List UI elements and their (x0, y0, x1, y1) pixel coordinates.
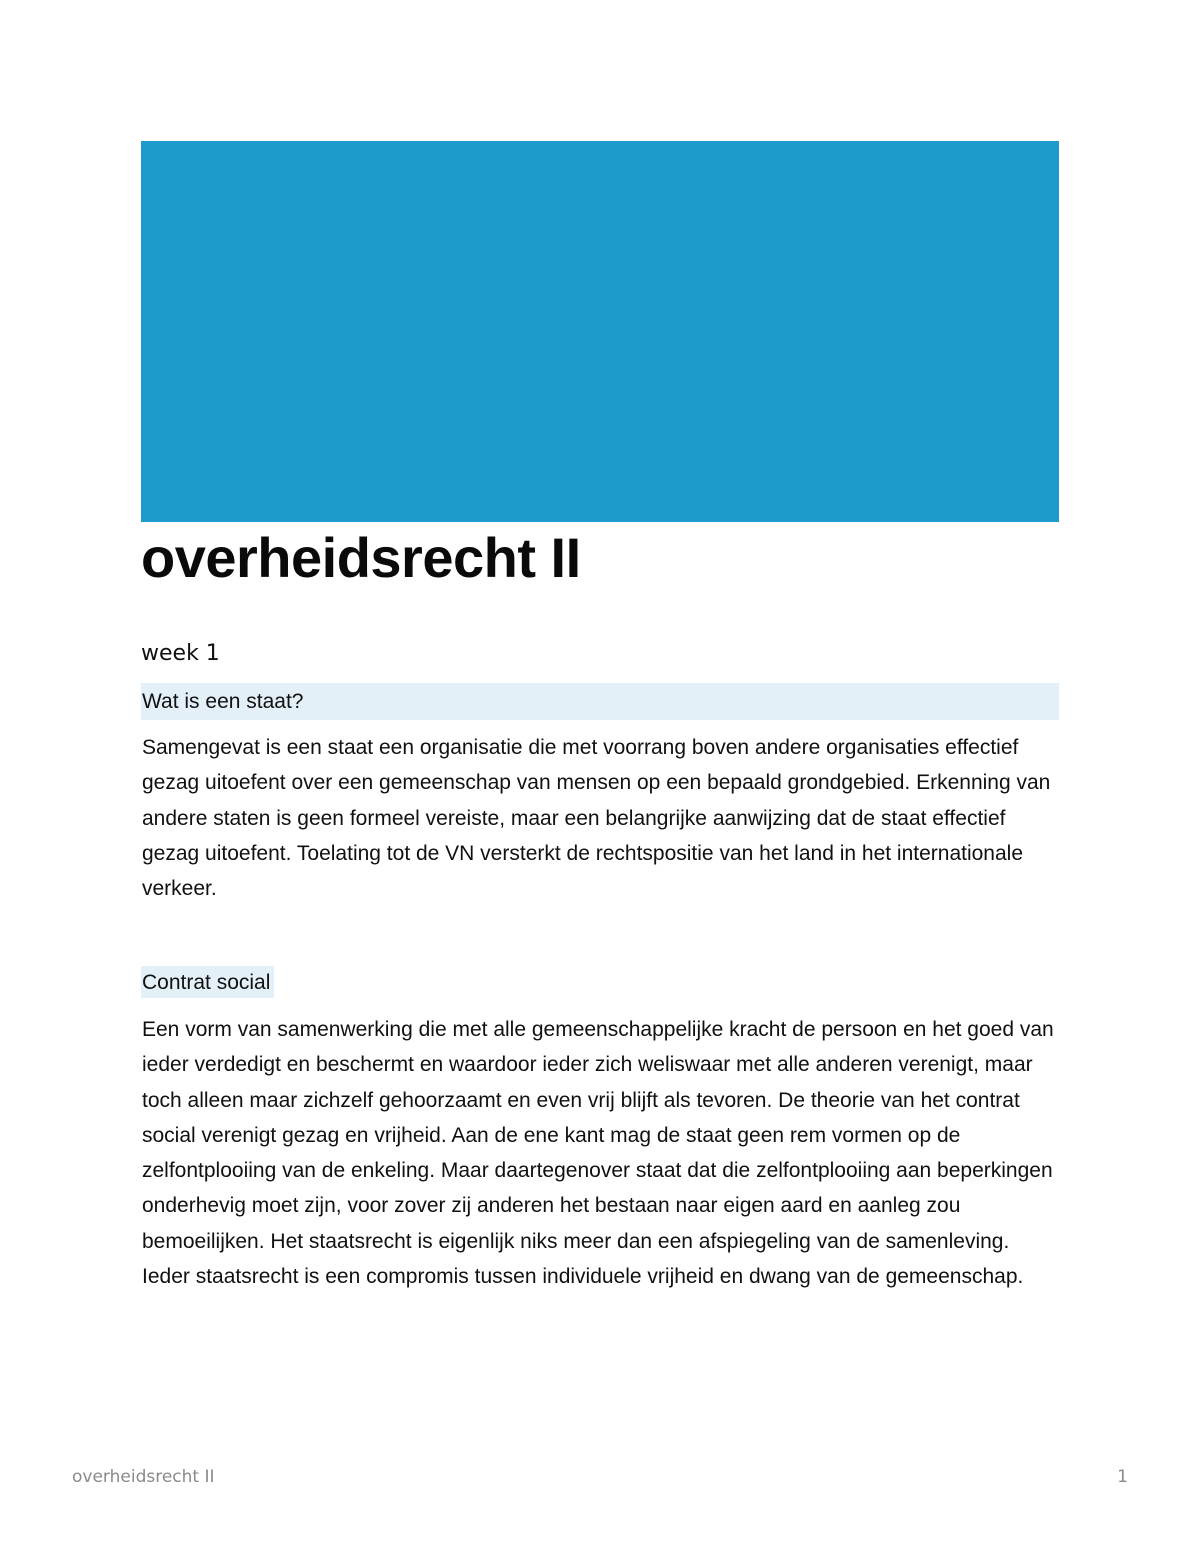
footer-page-number: 1 (1117, 1467, 1128, 1487)
cover-color-block (141, 141, 1059, 522)
footer-document-title: overheidsrecht II (72, 1467, 215, 1487)
document-title: overheidsrecht II (141, 526, 581, 589)
week-label: week 1 (141, 641, 220, 666)
paragraph-contrat-social: Een vorm van samenwerking die met alle gemeenschappelijke kracht de persoon en het goed van ieder verdedigt en beschermt en waardoor ieder zich weliswaar met alle anderen verenigt, maar toch alleen maar zichzelf gehoorzaamt en even vrij blijft als tevoren. De theorie van het contrat social verenigt gezag en vrijheid. Aan de ene kant mag de staat geen rem vormen op de zelfontplooiing van de enkeling. Maar daartegenover staat dat die zelfontplooiing aan beperkingen onderhevig moet zijn, voor zover zij anderen het bestaan naar eigen aard en aanleg zou bemoeilijken. Het staatsrecht is eigenlijk niks meer dan een afspiegeling van de samenleving. Ieder staatsrecht is een compromis tussen individuele vrijheid en dwang van de gemeenschap. (142, 1018, 1054, 1289)
section-heading-contrat-social: Contrat social (141, 966, 274, 998)
paragraph-wat-is-een-staat: Samengevat is een staat een organisatie die met voorrang boven andere organisaties effectief gezag uitoefent over een gemeenschap van mensen op een bepaald grondgebied. Erkenning van andere staten is geen formeel vereiste, maar een belangrijke aanwijzing dat de staat effectief gezag uitoefent. Toelating tot de VN versterkt de rechtspositie van het land in het internationale verkeer. (142, 736, 1051, 901)
section-heading-wat-is-een-staat: Wat is een staat? (141, 683, 1059, 720)
